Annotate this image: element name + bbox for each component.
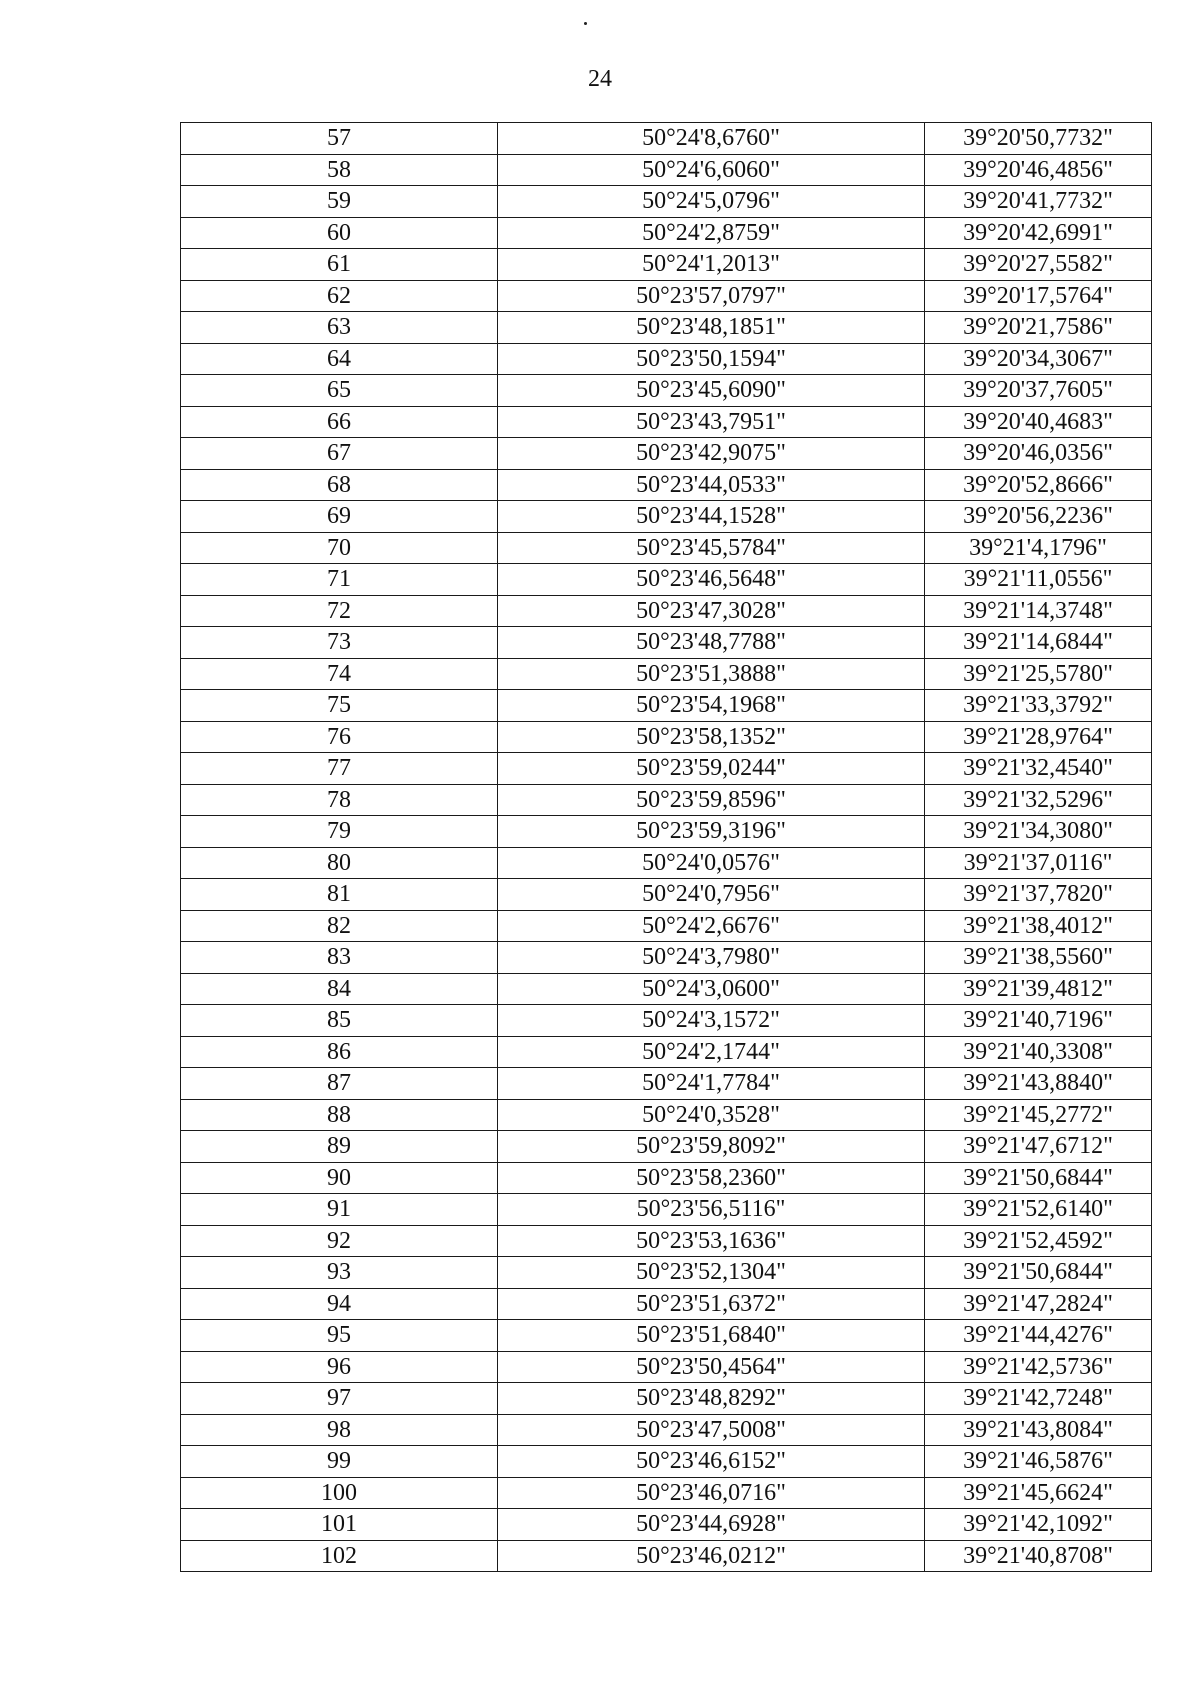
longitude-cell: 39°21'25,5780" <box>925 658 1152 690</box>
table-row <box>181 595 1152 627</box>
point-number-cell: 101 <box>181 1509 498 1541</box>
table-row <box>181 501 1152 533</box>
latitude-cell: 50°24'5,0796" <box>498 186 925 218</box>
point-number-cell: 85 <box>181 1005 498 1037</box>
latitude-cell: 50°24'1,2013" <box>498 249 925 281</box>
point-number-cell: 73 <box>181 627 498 659</box>
latitude-cell: 50°23'46,5648" <box>498 564 925 596</box>
point-number-cell: 61 <box>181 249 498 281</box>
table-row <box>181 1225 1152 1257</box>
point-number-cell: 87 <box>181 1068 498 1100</box>
latitude-cell: 50°23'48,8292" <box>498 1383 925 1415</box>
longitude-cell: 39°20'46,0356" <box>925 438 1152 470</box>
table-row <box>181 847 1152 879</box>
longitude-cell: 39°20'27,5582" <box>925 249 1152 281</box>
point-number-cell: 84 <box>181 973 498 1005</box>
latitude-cell: 50°23'44,6928" <box>498 1509 925 1541</box>
latitude-cell: 50°23'51,6372" <box>498 1288 925 1320</box>
point-number-cell: 95 <box>181 1320 498 1352</box>
latitude-cell: 50°23'59,8596" <box>498 784 925 816</box>
table-row <box>181 217 1152 249</box>
table-row <box>181 753 1152 785</box>
longitude-cell: 39°21'45,2772" <box>925 1099 1152 1131</box>
point-number-cell: 90 <box>181 1162 498 1194</box>
point-number-cell: 76 <box>181 721 498 753</box>
table-row <box>181 1005 1152 1037</box>
table-row <box>181 438 1152 470</box>
table-row <box>181 784 1152 816</box>
longitude-cell: 39°20'46,4856" <box>925 154 1152 186</box>
longitude-cell: 39°21'43,8840" <box>925 1068 1152 1100</box>
table-row <box>181 942 1152 974</box>
point-number-cell: 67 <box>181 438 498 470</box>
longitude-cell: 39°20'50,7732" <box>925 123 1152 155</box>
latitude-cell: 50°23'58,2360" <box>498 1162 925 1194</box>
table-row <box>181 469 1152 501</box>
point-number-cell: 78 <box>181 784 498 816</box>
point-number-cell: 62 <box>181 280 498 312</box>
scan-speck <box>584 22 587 25</box>
point-number-cell: 88 <box>181 1099 498 1131</box>
latitude-cell: 50°23'59,8092" <box>498 1131 925 1163</box>
latitude-cell: 50°23'48,1851" <box>498 312 925 344</box>
point-number-cell: 81 <box>181 879 498 911</box>
point-number-cell: 64 <box>181 343 498 375</box>
coordinates-table <box>180 122 1152 1572</box>
longitude-cell: 39°21'52,4592" <box>925 1225 1152 1257</box>
point-number-cell: 69 <box>181 501 498 533</box>
longitude-cell: 39°21'11,0556" <box>925 564 1152 596</box>
latitude-cell: 50°24'1,7784" <box>498 1068 925 1100</box>
table-row <box>181 564 1152 596</box>
point-number-cell: 66 <box>181 406 498 438</box>
point-number-cell: 71 <box>181 564 498 596</box>
point-number-cell: 86 <box>181 1036 498 1068</box>
coordinates-table-body <box>181 123 1152 1572</box>
longitude-cell: 39°21'32,4540" <box>925 753 1152 785</box>
longitude-cell: 39°21'44,4276" <box>925 1320 1152 1352</box>
longitude-cell: 39°21'14,3748" <box>925 595 1152 627</box>
latitude-cell: 50°23'47,3028" <box>498 595 925 627</box>
longitude-cell: 39°20'40,4683" <box>925 406 1152 438</box>
table-row <box>181 154 1152 186</box>
table-row <box>181 1257 1152 1289</box>
longitude-cell: 39°21'42,1092" <box>925 1509 1152 1541</box>
table-row <box>181 406 1152 438</box>
table-row <box>181 1288 1152 1320</box>
latitude-cell: 50°23'59,3196" <box>498 816 925 848</box>
point-number-cell: 102 <box>181 1540 498 1572</box>
latitude-cell: 50°24'6,6060" <box>498 154 925 186</box>
longitude-cell: 39°21'47,2824" <box>925 1288 1152 1320</box>
latitude-cell: 50°24'3,7980" <box>498 942 925 974</box>
longitude-cell: 39°21'14,6844" <box>925 627 1152 659</box>
point-number-cell: 89 <box>181 1131 498 1163</box>
latitude-cell: 50°24'3,0600" <box>498 973 925 1005</box>
point-number-cell: 74 <box>181 658 498 690</box>
point-number-cell: 72 <box>181 595 498 627</box>
table-row <box>181 280 1152 312</box>
latitude-cell: 50°23'52,1304" <box>498 1257 925 1289</box>
latitude-cell: 50°23'46,0212" <box>498 1540 925 1572</box>
point-number-cell: 77 <box>181 753 498 785</box>
table-row <box>181 1131 1152 1163</box>
table-row <box>181 123 1152 155</box>
longitude-cell: 39°21'46,5876" <box>925 1446 1152 1478</box>
table-row <box>181 1162 1152 1194</box>
longitude-cell: 39°21'28,9764" <box>925 721 1152 753</box>
longitude-cell: 39°21'40,7196" <box>925 1005 1152 1037</box>
longitude-cell: 39°21'32,5296" <box>925 784 1152 816</box>
table-row <box>181 375 1152 407</box>
latitude-cell: 50°23'46,6152" <box>498 1446 925 1478</box>
longitude-cell: 39°21'38,4012" <box>925 910 1152 942</box>
longitude-cell: 39°21'38,5560" <box>925 942 1152 974</box>
longitude-cell: 39°21'40,3308" <box>925 1036 1152 1068</box>
table-row <box>181 910 1152 942</box>
table-row <box>181 1383 1152 1415</box>
table-row <box>181 186 1152 218</box>
point-number-cell: 80 <box>181 847 498 879</box>
table-row <box>181 1540 1152 1572</box>
table-row <box>181 532 1152 564</box>
point-number-cell: 65 <box>181 375 498 407</box>
latitude-cell: 50°23'42,9075" <box>498 438 925 470</box>
table-row <box>181 1509 1152 1541</box>
table-row <box>181 690 1152 722</box>
longitude-cell: 39°20'21,7586" <box>925 312 1152 344</box>
longitude-cell: 39°20'34,3067" <box>925 343 1152 375</box>
table-row <box>181 312 1152 344</box>
point-number-cell: 79 <box>181 816 498 848</box>
latitude-cell: 50°23'50,4564" <box>498 1351 925 1383</box>
table-row <box>181 721 1152 753</box>
longitude-cell: 39°21'43,8084" <box>925 1414 1152 1446</box>
table-row <box>181 1320 1152 1352</box>
latitude-cell: 50°24'0,0576" <box>498 847 925 879</box>
latitude-cell: 50°23'46,0716" <box>498 1477 925 1509</box>
point-number-cell: 92 <box>181 1225 498 1257</box>
longitude-cell: 39°21'37,7820" <box>925 879 1152 911</box>
latitude-cell: 50°23'47,5008" <box>498 1414 925 1446</box>
point-number-cell: 68 <box>181 469 498 501</box>
latitude-cell: 50°24'2,1744" <box>498 1036 925 1068</box>
latitude-cell: 50°24'8,6760" <box>498 123 925 155</box>
point-number-cell: 83 <box>181 942 498 974</box>
table-row <box>181 1351 1152 1383</box>
longitude-cell: 39°21'40,8708" <box>925 1540 1152 1572</box>
page-number: 24 <box>588 66 612 92</box>
longitude-cell: 39°20'52,8666" <box>925 469 1152 501</box>
longitude-cell: 39°20'42,6991" <box>925 217 1152 249</box>
latitude-cell: 50°24'2,6676" <box>498 910 925 942</box>
latitude-cell: 50°23'53,1636" <box>498 1225 925 1257</box>
latitude-cell: 50°23'48,7788" <box>498 627 925 659</box>
longitude-cell: 39°21'42,7248" <box>925 1383 1152 1415</box>
longitude-cell: 39°21'4,1796" <box>925 532 1152 564</box>
latitude-cell: 50°23'45,5784" <box>498 532 925 564</box>
table-row <box>181 1099 1152 1131</box>
table-row <box>181 343 1152 375</box>
latitude-cell: 50°24'0,7956" <box>498 879 925 911</box>
longitude-cell: 39°20'37,7605" <box>925 375 1152 407</box>
latitude-cell: 50°23'51,6840" <box>498 1320 925 1352</box>
table-row <box>181 627 1152 659</box>
longitude-cell: 39°21'39,4812" <box>925 973 1152 1005</box>
latitude-cell: 50°23'45,6090" <box>498 375 925 407</box>
table-row <box>181 1446 1152 1478</box>
longitude-cell: 39°21'52,6140" <box>925 1194 1152 1226</box>
latitude-cell: 50°23'54,1968" <box>498 690 925 722</box>
table-row <box>181 879 1152 911</box>
latitude-cell: 50°23'58,1352" <box>498 721 925 753</box>
longitude-cell: 39°20'56,2236" <box>925 501 1152 533</box>
longitude-cell: 39°21'47,6712" <box>925 1131 1152 1163</box>
table-row <box>181 973 1152 1005</box>
point-number-cell: 58 <box>181 154 498 186</box>
latitude-cell: 50°23'56,5116" <box>498 1194 925 1226</box>
point-number-cell: 75 <box>181 690 498 722</box>
point-number-cell: 93 <box>181 1257 498 1289</box>
point-number-cell: 59 <box>181 186 498 218</box>
longitude-cell: 39°21'50,6844" <box>925 1162 1152 1194</box>
longitude-cell: 39°21'34,3080" <box>925 816 1152 848</box>
latitude-cell: 50°23'43,7951" <box>498 406 925 438</box>
point-number-cell: 98 <box>181 1414 498 1446</box>
longitude-cell: 39°20'41,7732" <box>925 186 1152 218</box>
table-row <box>181 1036 1152 1068</box>
point-number-cell: 97 <box>181 1383 498 1415</box>
table-row <box>181 1194 1152 1226</box>
table-row <box>181 249 1152 281</box>
latitude-cell: 50°23'44,1528" <box>498 501 925 533</box>
longitude-cell: 39°21'33,3792" <box>925 690 1152 722</box>
point-number-cell: 94 <box>181 1288 498 1320</box>
point-number-cell: 96 <box>181 1351 498 1383</box>
table-row <box>181 1414 1152 1446</box>
latitude-cell: 50°23'51,3888" <box>498 658 925 690</box>
point-number-cell: 100 <box>181 1477 498 1509</box>
latitude-cell: 50°23'50,1594" <box>498 343 925 375</box>
table-row <box>181 1477 1152 1509</box>
point-number-cell: 57 <box>181 123 498 155</box>
longitude-cell: 39°21'45,6624" <box>925 1477 1152 1509</box>
point-number-cell: 82 <box>181 910 498 942</box>
point-number-cell: 99 <box>181 1446 498 1478</box>
latitude-cell: 50°24'0,3528" <box>498 1099 925 1131</box>
latitude-cell: 50°24'2,8759" <box>498 217 925 249</box>
latitude-cell: 50°24'3,1572" <box>498 1005 925 1037</box>
longitude-cell: 39°21'42,5736" <box>925 1351 1152 1383</box>
longitude-cell: 39°21'37,0116" <box>925 847 1152 879</box>
longitude-cell: 39°21'50,6844" <box>925 1257 1152 1289</box>
latitude-cell: 50°23'59,0244" <box>498 753 925 785</box>
point-number-cell: 63 <box>181 312 498 344</box>
point-number-cell: 91 <box>181 1194 498 1226</box>
table-row <box>181 816 1152 848</box>
latitude-cell: 50°23'57,0797" <box>498 280 925 312</box>
table-row <box>181 658 1152 690</box>
point-number-cell: 60 <box>181 217 498 249</box>
table-row <box>181 1068 1152 1100</box>
longitude-cell: 39°20'17,5764" <box>925 280 1152 312</box>
latitude-cell: 50°23'44,0533" <box>498 469 925 501</box>
point-number-cell: 70 <box>181 532 498 564</box>
